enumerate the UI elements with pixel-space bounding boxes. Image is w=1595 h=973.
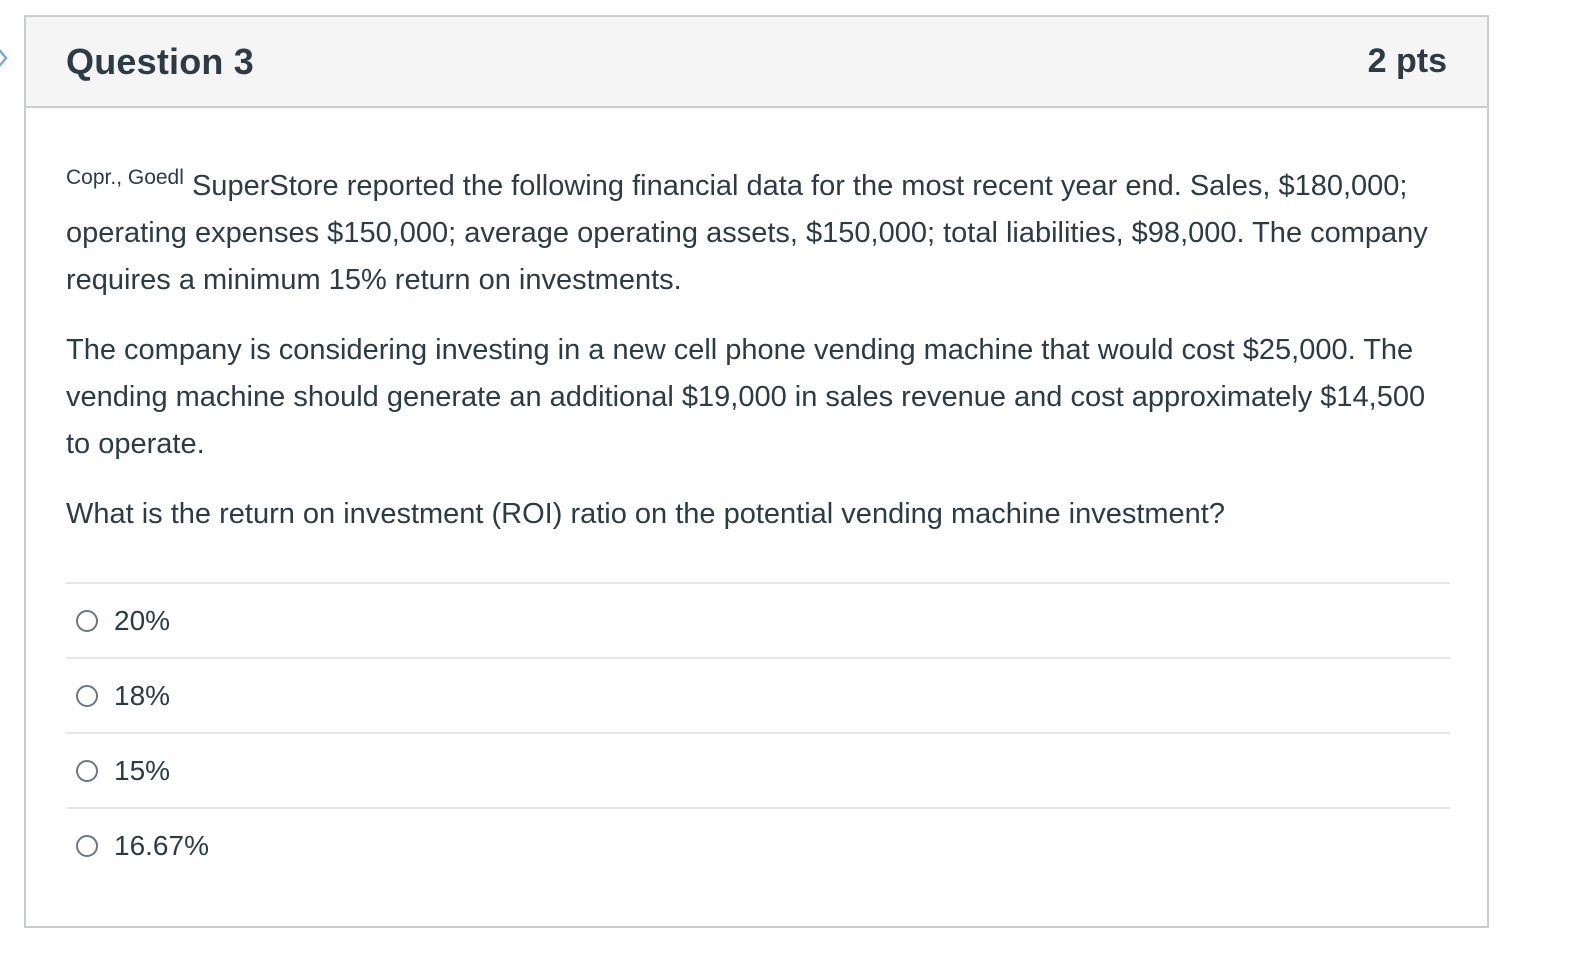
question-card: [24, 15, 1489, 928]
question-title: Question 3: [66, 40, 255, 82]
answer-label[interactable]: 20%: [114, 604, 171, 636]
question-body: [26, 108, 1487, 882]
answer-label[interactable]: 15%: [114, 754, 171, 786]
answer-label[interactable]: 16.67%: [114, 829, 209, 861]
question-text: [66, 163, 1447, 538]
chevron-right-icon[interactable]: [0, 44, 8, 72]
copyright-note: Copr., Goedl: [66, 166, 184, 189]
answer-option-3[interactable]: [66, 734, 1450, 809]
question-header: [26, 17, 1487, 108]
question-prompt: What is the return on investment (ROI) ratio on the potential vending machine investment?: [66, 498, 1225, 530]
question-points: 2 pts: [1367, 42, 1447, 80]
radio-unselected-icon[interactable]: [76, 835, 98, 857]
answer-label[interactable]: 18%: [114, 679, 171, 711]
question-paragraph-1: [66, 163, 1447, 304]
answer-option-4[interactable]: [66, 809, 1450, 882]
question-paragraph-2: The company is considering investing in a new cell phone vending machine that would cost $25,000. The vending machine should generate an additional $19,000 in sales revenue and cost approximately $14,500 to operate.: [66, 334, 1426, 460]
radio-unselected-icon[interactable]: [76, 760, 98, 782]
radio-unselected-icon[interactable]: [76, 610, 98, 632]
question-paragraph-1-text: SuperStore reported the following financial data for the most recent year end. Sales, $180,000; operating expenses $150,000; average operating assets, $150,000; total liabilities, $98,000. The company requires a minimum 15% return on investments.: [66, 170, 1428, 296]
radio-unselected-icon[interactable]: [76, 685, 98, 707]
answer-list: [66, 582, 1450, 882]
answer-option-1[interactable]: [66, 584, 1450, 659]
answer-option-2[interactable]: [66, 659, 1450, 734]
